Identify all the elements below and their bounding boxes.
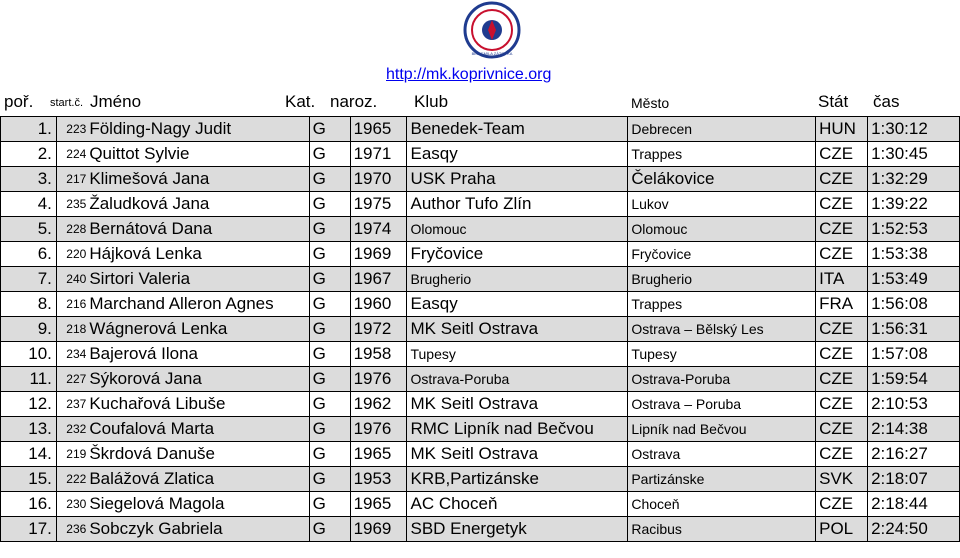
position-cell: 2. <box>1 142 57 167</box>
country-cell: CZE <box>816 392 868 417</box>
table-header <box>0 88 960 116</box>
time-cell: 1:56:08 <box>868 292 960 317</box>
header-naroz: naroz. <box>330 92 378 111</box>
birth-year-cell: 1965 <box>350 442 407 467</box>
position-cell: 14. <box>1 442 57 467</box>
city-cell: Partizánske <box>628 467 816 492</box>
birth-year-cell: 1969 <box>350 517 407 542</box>
category-cell: G <box>309 217 350 242</box>
birth-year-cell: 1967 <box>350 267 407 292</box>
city-cell: Fryčovice <box>628 242 816 267</box>
position-cell: 10. <box>1 342 57 367</box>
name-cell: Klimešová Jana <box>87 167 309 192</box>
table-row <box>1 517 960 542</box>
table-row <box>1 267 960 292</box>
header-mesto: Město <box>631 95 670 111</box>
country-cell: CZE <box>816 442 868 467</box>
club-cell: SBD Energetyk <box>407 517 628 542</box>
start-number-cell: 227 <box>56 367 87 392</box>
category-cell: G <box>309 467 350 492</box>
country-cell: ITA <box>816 267 868 292</box>
country-cell: CZE <box>816 167 868 192</box>
table-row <box>1 117 960 142</box>
category-cell: G <box>309 167 350 192</box>
position-cell: 15. <box>1 467 57 492</box>
position-cell: 11. <box>1 367 57 392</box>
club-cell: Easqy <box>407 142 628 167</box>
category-cell: G <box>309 367 350 392</box>
start-number-cell: 223 <box>56 117 87 142</box>
start-number-cell: 228 <box>56 217 87 242</box>
position-cell: 5. <box>1 217 57 242</box>
name-cell: Quittot Sylvie <box>87 142 309 167</box>
time-cell: 2:16:27 <box>868 442 960 467</box>
country-cell: HUN <box>816 117 868 142</box>
category-cell: G <box>309 242 350 267</box>
position-cell: 1. <box>1 117 57 142</box>
category-cell: G <box>309 492 350 517</box>
name-cell: Hájková Lenka <box>87 242 309 267</box>
birth-year-cell: 1962 <box>350 392 407 417</box>
country-cell: CZE <box>816 217 868 242</box>
start-number-cell: 234 <box>56 342 87 367</box>
category-cell: G <box>309 267 350 292</box>
name-cell: Sobczyk Gabriela <box>87 517 309 542</box>
table-row <box>1 192 960 217</box>
position-cell: 12. <box>1 392 57 417</box>
table-row <box>1 342 960 367</box>
start-number-cell: 235 <box>56 192 87 217</box>
birth-year-cell: 1975 <box>350 192 407 217</box>
time-cell: 1:30:12 <box>868 117 960 142</box>
name-cell: Balážová Zlatica <box>87 467 309 492</box>
time-cell: 2:10:53 <box>868 392 960 417</box>
category-cell: G <box>309 417 350 442</box>
city-cell: Choceň <box>628 492 816 517</box>
birth-year-cell: 1960 <box>350 292 407 317</box>
time-cell: 1:59:54 <box>868 367 960 392</box>
table-row <box>1 142 960 167</box>
country-cell: CZE <box>816 242 868 267</box>
category-cell: G <box>309 292 350 317</box>
city-cell: Lipník nad Bečvou <box>628 417 816 442</box>
header-por: poř. <box>4 92 34 111</box>
birth-year-cell: 1965 <box>350 492 407 517</box>
logo-text: BĚH EMILA ZÁTOPKA <box>471 51 513 56</box>
city-cell: Olomouc <box>628 217 816 242</box>
category-cell: G <box>309 392 350 417</box>
country-cell: CZE <box>816 367 868 392</box>
header-start: start.č. <box>50 97 84 109</box>
city-cell: Ostrava – Poruba <box>628 392 816 417</box>
country-cell: POL <box>816 517 868 542</box>
category-cell: G <box>309 142 350 167</box>
club-cell: Author Tufo Zlín <box>407 192 628 217</box>
header-cas: čas <box>873 92 900 111</box>
club-cell: Easqy <box>407 292 628 317</box>
birth-year-cell: 1972 <box>350 317 407 342</box>
name-cell: Coufalová Marta <box>87 417 309 442</box>
club-cell: USK Praha <box>407 167 628 192</box>
category-cell: G <box>309 192 350 217</box>
country-cell: CZE <box>816 492 868 517</box>
table-row <box>1 167 960 192</box>
name-cell: Sirtori Valeria <box>87 267 309 292</box>
start-number-cell: 218 <box>56 317 87 342</box>
birth-year-cell: 1976 <box>350 417 407 442</box>
time-cell: 1:39:22 <box>868 192 960 217</box>
name-cell: Földing-Nagy Judit <box>87 117 309 142</box>
name-cell: Bajerová Ilona <box>87 342 309 367</box>
start-number-cell: 216 <box>56 292 87 317</box>
name-cell: Sýkorová Jana <box>87 367 309 392</box>
birth-year-cell: 1970 <box>350 167 407 192</box>
results-table <box>0 116 960 542</box>
category-cell: G <box>309 342 350 367</box>
birth-year-cell: 1965 <box>350 117 407 142</box>
header-name: Jméno <box>90 92 142 111</box>
time-cell: 2:24:50 <box>868 517 960 542</box>
name-cell: Škrdová Danuše <box>87 442 309 467</box>
start-number-cell: 219 <box>56 442 87 467</box>
table-row <box>1 417 960 442</box>
time-cell: 1:52:53 <box>868 217 960 242</box>
table-row <box>1 367 960 392</box>
club-cell: Olomouc <box>407 217 628 242</box>
position-cell: 17. <box>1 517 57 542</box>
club-cell: Ostrava-Poruba <box>407 367 628 392</box>
city-cell: Trappes <box>628 292 816 317</box>
name-cell: Bernátová Dana <box>87 217 309 242</box>
category-cell: G <box>309 442 350 467</box>
time-cell: 2:14:38 <box>868 417 960 442</box>
website-link[interactable]: http://mk.koprivnice.org <box>386 66 552 83</box>
table-row <box>1 217 960 242</box>
name-cell: Siegelová Magola <box>87 492 309 517</box>
city-cell: Ostrava <box>628 442 816 467</box>
birth-year-cell: 1958 <box>350 342 407 367</box>
table-row <box>1 292 960 317</box>
club-cell: MK Seitl Ostrava <box>407 317 628 342</box>
club-cell: AC Choceň <box>407 492 628 517</box>
time-cell: 1:53:49 <box>868 267 960 292</box>
position-cell: 9. <box>1 317 57 342</box>
position-cell: 7. <box>1 267 57 292</box>
city-cell: Trappes <box>628 142 816 167</box>
header-kat: Kat. <box>285 92 316 111</box>
country-cell: CZE <box>816 142 868 167</box>
table-row <box>1 392 960 417</box>
club-cell: MK Seitl Ostrava <box>407 392 628 417</box>
race-logo <box>463 1 521 59</box>
birth-year-cell: 1969 <box>350 242 407 267</box>
birth-year-cell: 1974 <box>350 217 407 242</box>
start-number-cell: 230 <box>56 492 87 517</box>
time-cell: 1:53:38 <box>868 242 960 267</box>
birth-year-cell: 1976 <box>350 367 407 392</box>
city-cell: Debrecen <box>628 117 816 142</box>
table-row <box>1 467 960 492</box>
position-cell: 3. <box>1 167 57 192</box>
time-cell: 2:18:44 <box>868 492 960 517</box>
country-cell: CZE <box>816 342 868 367</box>
start-number-cell: 217 <box>56 167 87 192</box>
category-cell: G <box>309 317 350 342</box>
club-cell: Fryčovice <box>407 242 628 267</box>
start-number-cell: 220 <box>56 242 87 267</box>
country-cell: FRA <box>816 292 868 317</box>
position-cell: 8. <box>1 292 57 317</box>
country-cell: SVK <box>816 467 868 492</box>
position-cell: 4. <box>1 192 57 217</box>
start-number-cell: 222 <box>56 467 87 492</box>
city-cell: Lukov <box>628 192 816 217</box>
club-cell: MK Seitl Ostrava <box>407 442 628 467</box>
position-cell: 16. <box>1 492 57 517</box>
club-cell: KRB,Partizánske <box>407 467 628 492</box>
table-row <box>1 442 960 467</box>
city-cell: Tupesy <box>628 342 816 367</box>
time-cell: 1:30:45 <box>868 142 960 167</box>
table-row <box>1 242 960 267</box>
table-row <box>1 317 960 342</box>
category-cell: G <box>309 117 350 142</box>
city-cell: Racibus <box>628 517 816 542</box>
name-cell: Wágnerová Lenka <box>87 317 309 342</box>
name-cell: Marchand Alleron Agnes <box>87 292 309 317</box>
birth-year-cell: 1953 <box>350 467 407 492</box>
country-cell: CZE <box>816 192 868 217</box>
time-cell: 1:32:29 <box>868 167 960 192</box>
table-row <box>1 492 960 517</box>
start-number-cell: 232 <box>56 417 87 442</box>
start-number-cell: 224 <box>56 142 87 167</box>
city-cell: Čelákovice <box>628 167 816 192</box>
header-klub: Klub <box>414 92 449 111</box>
club-cell: Benedek-Team <box>407 117 628 142</box>
name-cell: Žaludková Jana <box>87 192 309 217</box>
header-stat: Stát <box>818 92 849 111</box>
city-cell: Ostrava – Bělský Les <box>628 317 816 342</box>
birth-year-cell: 1971 <box>350 142 407 167</box>
country-cell: CZE <box>816 417 868 442</box>
time-cell: 1:56:31 <box>868 317 960 342</box>
time-cell: 2:18:07 <box>868 467 960 492</box>
start-number-cell: 240 <box>56 267 87 292</box>
city-cell: Brugherio <box>628 267 816 292</box>
start-number-cell: 237 <box>56 392 87 417</box>
time-cell: 1:57:08 <box>868 342 960 367</box>
country-cell: CZE <box>816 317 868 342</box>
city-cell: Ostrava-Poruba <box>628 367 816 392</box>
position-cell: 6. <box>1 242 57 267</box>
club-cell: RMC Lipník nad Bečvou <box>407 417 628 442</box>
start-number-cell: 236 <box>56 517 87 542</box>
category-cell: G <box>309 517 350 542</box>
club-cell: Tupesy <box>407 342 628 367</box>
name-cell: Kuchařová Libuše <box>87 392 309 417</box>
position-cell: 13. <box>1 417 57 442</box>
club-cell: Brugherio <box>407 267 628 292</box>
